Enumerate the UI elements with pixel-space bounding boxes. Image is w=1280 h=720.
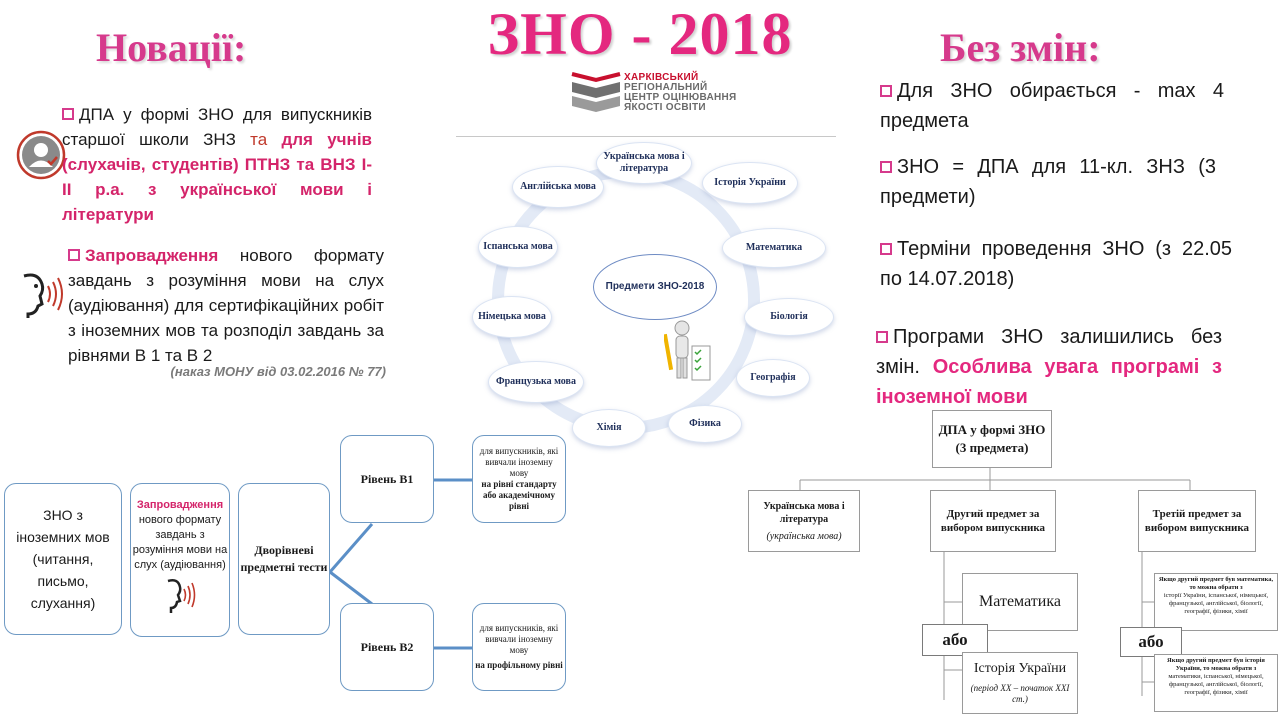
checkbox-bullet-icon <box>876 331 888 343</box>
right-item-3 <box>880 234 1232 294</box>
left-heading: Новації: <box>96 25 247 70</box>
right-heading: Без змін: <box>940 25 1101 70</box>
right-item-3-text: Терміни проведення ЗНО (з 22.05 по 14.07.2018) <box>880 238 1232 290</box>
flow-box-listening-text: нового формату завдань з розуміння мови на слух (аудіювання) <box>132 514 228 571</box>
dpa-note-history-list: математики, іспанської, німецької, французької, англійської, біології, географії, фізики, хімії <box>1168 673 1264 696</box>
dpa-note-history-title: Якщо другий предмет був історія України, то можна обрати з <box>1167 657 1265 672</box>
flow-b1-description-text: для випускників, які вивчали іноземну мову <box>479 446 559 478</box>
student-checklist-icon <box>664 320 712 384</box>
subject-node-german: Німецька мова <box>472 296 552 338</box>
flow-box-listening-highlight: Запровадження <box>136 499 224 511</box>
dpa-note-math-box <box>1154 573 1278 631</box>
dpa-or-label-2: або <box>1120 627 1182 657</box>
dpa-col1-title: Українська мова і література <box>763 500 845 525</box>
subject-node-ukrainian: Українська мова і література <box>596 142 692 184</box>
right-item-4-text: Програми ЗНО залишились без змін. <box>876 326 1222 378</box>
dpa-top-box: ДПА у формі ЗНО (3 предмета) <box>932 410 1052 468</box>
logo-book-icon <box>570 72 622 116</box>
center-subjects-label: Предмети ЗНО-2018 <box>593 254 717 320</box>
listening-head-icon <box>14 270 70 320</box>
dpa-history-box <box>962 652 1078 714</box>
dpa-col2-box: Другий предмет за вибором випускника <box>930 490 1056 552</box>
dpa-col3-box: Третій предмет за вибором випускника <box>1138 490 1256 552</box>
flow-level-b2: Рівень В2 <box>340 603 434 691</box>
logo-line-3: ЦЕНТР ОЦІНЮВАННЯ <box>624 92 737 103</box>
left-paragraph-1-text: ДПА у формі ЗНО для випускників старшої школи ЗНЗ <box>62 105 372 149</box>
left-paragraph-2 <box>68 243 384 368</box>
dpa-note-math-title: Якщо другий предмет був математика, то можна обрати з <box>1158 576 1274 591</box>
dpa-history-title: Історія України <box>973 661 1067 676</box>
subject-node-english: Англійська мова <box>512 166 604 208</box>
flow-level-b1: Рівень В1 <box>340 435 434 523</box>
right-item-2-text: ЗНО = ДПА для 11-кл. ЗНЗ (3 предмети) <box>880 156 1216 208</box>
right-item-1-text: Для ЗНО обирається - max 4 предмета <box>880 80 1224 132</box>
left-paragraph-2-text: нового формату завдань з розуміння мови на слух (аудіювання) для сертифікаційних робіт з іноземних мов та розподіл завдань за рівнями В 1 та В 2 <box>68 246 384 365</box>
subject-node-biology: Біологія <box>744 298 834 336</box>
dpa-history-note: (період ХХ – початок ХХІ ст.) <box>970 683 1070 704</box>
dpa-col1-note: (українська мова) <box>766 530 842 542</box>
page-title: ЗНО - 2018 <box>487 1 793 67</box>
flow-box-foreign-languages <box>4 483 122 635</box>
flow-b2-description-text: для випускників, які вивчали іноземну мову <box>479 623 559 655</box>
dpa-or-label-1: або <box>922 624 988 656</box>
logo-line-4: ЯКОСТІ ОСВІТИ <box>624 102 706 113</box>
right-item-4 <box>876 322 1222 412</box>
logo-line-2: РЕГІОНАЛЬНИЙ <box>624 82 708 93</box>
flow-box-two-level-tests: Дворівневі предметні тести <box>238 483 330 635</box>
checkbox-bullet-icon <box>880 161 892 173</box>
subject-node-chemistry: Хімія <box>572 409 646 447</box>
right-item-4-highlight: Особлива увага програмі з іноземної мови <box>876 356 1222 408</box>
right-item-1 <box>880 76 1224 136</box>
subject-node-history: Історія України <box>702 162 798 204</box>
subject-node-spanish: Іспанська мова <box>478 226 558 268</box>
subject-node-math: Математика <box>722 228 826 268</box>
logo-divider <box>456 136 836 137</box>
flow-box-foreign-languages-text: ЗНО з іноземних мов (читання, письмо, слухання) <box>16 507 110 611</box>
subject-node-french: Французька мова <box>488 361 584 403</box>
listening-head-icon <box>162 577 198 615</box>
order-note: (наказ МОНУ від 03.02.2016 № 77) <box>170 364 386 379</box>
left-paragraph-1-highlight: для учнів (слухачів, студентів) ПТНЗ та ВНЗ І-ІІ р.а. з української мови і літератури <box>62 130 372 224</box>
dpa-col1-box <box>748 490 860 552</box>
subject-node-physics: Фізика <box>668 405 742 443</box>
flow-b1-description-level: на рівні стандарту або академічному рівні <box>481 479 557 511</box>
left-paragraph-1-text-2: та <box>250 130 282 149</box>
checkbox-bullet-icon <box>880 243 892 255</box>
dpa-math-box: Математика <box>962 573 1078 631</box>
left-paragraph-2-highlight: Запровадження <box>85 246 219 265</box>
dpa-note-math-list: історії України, іспанської, німецької, французької, англійської, біології, географії, фізики, хімії <box>1163 592 1269 615</box>
checkbox-bullet-icon <box>68 249 80 261</box>
flow-box-listening <box>130 483 230 637</box>
right-item-2 <box>880 152 1216 212</box>
checkbox-bullet-icon <box>880 85 892 97</box>
left-paragraph-1 <box>62 102 372 227</box>
flow-b2-description <box>472 603 566 691</box>
checkbox-bullet-icon <box>62 108 74 120</box>
flow-b1-description <box>472 435 566 523</box>
person-icon <box>16 130 66 180</box>
dpa-note-history-box <box>1154 654 1278 712</box>
subject-node-geography: Географія <box>736 359 810 397</box>
flow-b2-description-level: на профільному рівні <box>475 660 563 670</box>
logo-text <box>624 73 737 113</box>
logo-line-1: ХАРКІВСЬКИЙ <box>624 72 699 83</box>
